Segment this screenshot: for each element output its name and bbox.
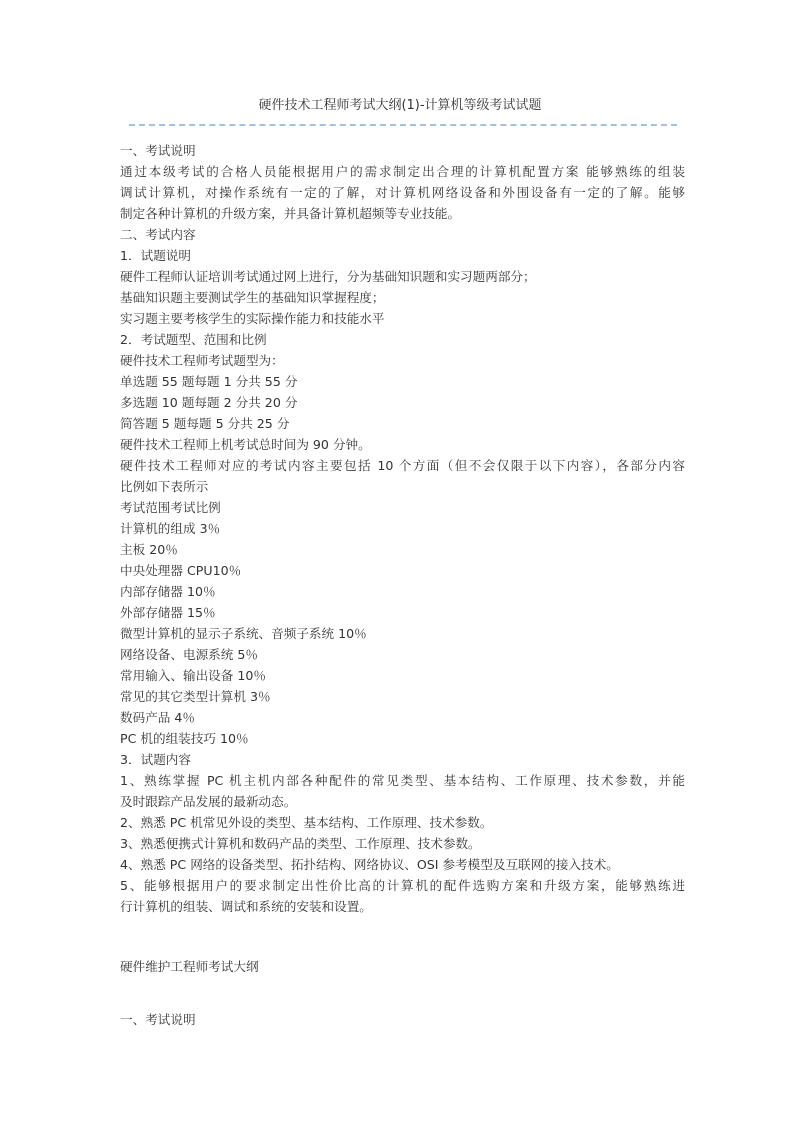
question-type-line: 单选题 55 题每题 1 分共 55 分 bbox=[120, 374, 298, 389]
paragraph-line: 硬件技术工程师考试题型为： bbox=[120, 353, 284, 368]
paragraph-line: 硬件技术工程师上机考试总时间为 90 分钟。 bbox=[120, 437, 371, 452]
scope-item: 微型计算机的显示子系统、音频子系统 10％ bbox=[120, 626, 367, 641]
content-item-line: 5、能够根据用户的要求制定出性价比高的计算机的配件选购方案和升级方案，能够熟练进 bbox=[120, 878, 685, 893]
scope-item: 主板 20％ bbox=[120, 542, 178, 557]
content-item-line: 2、熟悉 PC 机常见外设的类型、基本结构、工作原理、技术参数。 bbox=[120, 815, 493, 830]
scope-item: 网络设备、电源系统 5％ bbox=[120, 647, 258, 662]
paragraph-line: 实习题主要考核学生的实际操作能力和技能水平 bbox=[120, 311, 385, 326]
question-type-line: 多选题 10 题每题 2 分共 20 分 bbox=[120, 395, 298, 410]
section-heading-exam-content: 二、考试内容 bbox=[120, 227, 196, 242]
content-item-line: 3、熟悉便携式计算机和数码产品的类型、工作原理、技术参数。 bbox=[120, 836, 481, 851]
question-type-line: 简答题 5 题每题 5 分共 25 分 bbox=[120, 416, 290, 431]
scope-item: 内部存储器 10％ bbox=[120, 584, 216, 599]
paragraph-line: 通过本级考试的合格人员能根据用户的需求制定出合理的计算机配置方案 能够熟练的组装 bbox=[120, 164, 685, 179]
content-item-line: 及时跟踪产品发展的最新动态。 bbox=[120, 794, 297, 809]
paragraph-line: 比例如下表所示 bbox=[120, 479, 209, 494]
second-section-heading: 一、考试说明 bbox=[120, 1012, 196, 1027]
scope-table-header: 考试范围考试比例 bbox=[120, 500, 221, 515]
document-body bbox=[120, 140, 685, 1030]
scope-item: 计算机的组成 3％ bbox=[120, 521, 221, 536]
subsection-heading: 2．考试题型、范围和比例 bbox=[120, 332, 267, 347]
content-item-line: 4、熟悉 PC 网络的设备类型、拓扑结构、网络协议、OSI 参考模型及互联网的接入技术。 bbox=[120, 857, 619, 872]
scope-item: 外部存储器 15％ bbox=[120, 605, 216, 620]
second-section-title: 硬件维护工程师考试大纲 bbox=[120, 959, 259, 974]
scope-item: PC 机的组装技巧 10％ bbox=[120, 731, 249, 746]
scope-item: 中央处理器 CPU10％ bbox=[120, 563, 242, 578]
subsection-heading: 3．试题内容 bbox=[120, 752, 191, 767]
paragraph-line: 调试计算机，对操作系统有一定的了解，对计算机网络设备和外围设备有一定的了解。能够 bbox=[120, 185, 685, 200]
paragraph-line: 基础知识题主要测试学生的基础知识掌握程度； bbox=[120, 290, 385, 305]
scope-item: 常用输入、输出设备 10％ bbox=[120, 668, 266, 683]
paragraph-line: 硬件工程师认证培训考试通过网上进行，分为基础知识题和实习题两部分； bbox=[120, 269, 536, 284]
paragraph-line: 制定各种计算机的升级方案，并具备计算机超频等专业技能。 bbox=[120, 206, 461, 221]
section-heading-exam-description: 一、考试说明 bbox=[120, 143, 196, 158]
scope-item: 常见的其它类型计算机 3％ bbox=[120, 689, 271, 704]
document-title: 硬件技术工程师考试大纲(1)-计算机等级考试试题 bbox=[258, 98, 542, 113]
title-dashed-rule bbox=[129, 124, 677, 126]
blank-spacer bbox=[120, 917, 685, 946]
subsection-heading: 1．试题说明 bbox=[120, 248, 191, 263]
blank-spacer bbox=[120, 977, 685, 1009]
blank-spacer bbox=[120, 946, 685, 956]
content-item-line: 行计算机的组装、调试和系统的安装和设置。 bbox=[120, 899, 372, 914]
scope-item: 数码产品 4％ bbox=[120, 710, 195, 725]
content-item-line: 1、熟练掌握 PC 机主机内部各种配件的常见类型、基本结构、工作原理、技术参数，并能 bbox=[120, 773, 685, 788]
paragraph-line: 硬件技术工程师对应的考试内容主要包括 10 个方面（但不会仅限于以下内容），各部分内容 bbox=[120, 458, 685, 473]
